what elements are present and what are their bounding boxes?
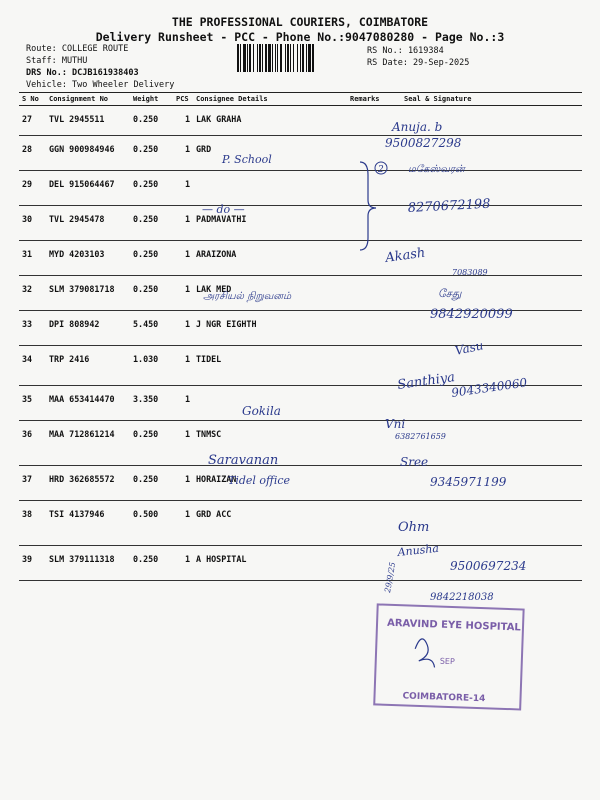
cell-remarks [347,136,401,171]
cell-consignment: MAA 712861214 [46,421,130,466]
cell-consignment: SLM 379111318 [46,546,130,581]
cell-seal [401,171,582,206]
col-remarks: Remarks [347,93,401,106]
cell-pcs: 1 [173,241,193,276]
cell-remarks [347,241,401,276]
hw-r35-note2: Tidel office [228,474,291,487]
hw-r29-phone: 8270672198 [407,196,491,216]
delivery-table [19,92,582,581]
cell-pcs: 1 [173,106,193,136]
cell-pcs: 1 [173,206,193,241]
cell-seal [401,276,582,311]
cell-consignment: TSI 4137946 [46,501,130,546]
cell-remarks [347,276,401,311]
cell-pcs: 1 [173,466,193,501]
hw-r34-phone: 6382761659 [395,432,446,441]
cell-pcs: 1 [173,501,193,546]
cell-pcs: 1 [173,136,193,171]
cell-weight: 0.250 [130,206,173,241]
hw-r37-sig2: Anusha [396,541,440,559]
cell-consignee: GRD ACC [193,501,347,546]
cell-sno: 36 [19,421,46,466]
route-label: Route: COLLEGE ROUTE [26,44,129,54]
cell-consignee: A HOSPITAL [193,546,347,581]
cell-consignment: SLM 379081718 [46,276,130,311]
cell-remarks [347,546,401,581]
cell-consignment: DPI 808942 [46,311,130,346]
cell-consignee: TNMSC [193,421,347,466]
hw-r38-sig: 9842218038 [430,592,494,603]
cell-weight: 0.250 [130,106,173,136]
hw-r37-phone: 9500697234 [450,559,527,573]
cell-sno: 28 [19,136,46,171]
cell-remarks [347,501,401,546]
table-row [19,466,582,501]
cell-seal [401,546,582,581]
cell-consignee: TIDEL [193,346,347,386]
cell-consignee: HORAIZAN [193,466,347,501]
table-row [19,206,582,241]
cell-weight: 5.450 [130,311,173,346]
cell-sno: 38 [19,501,46,546]
cell-weight: 0.250 [130,276,173,311]
cell-consignee: PADMAVATHI [193,206,347,241]
cell-consignee: ARAIZONA [193,241,347,276]
table-row [19,241,582,276]
cell-sno: 29 [19,171,46,206]
col-consignee: Consignee Details [193,93,347,106]
cell-consignment: TVL 2945511 [46,106,130,136]
cell-consignment: HRD 362685572 [46,466,130,501]
company-title: THE PROFESSIONAL COURIERS, COIMBATORE [171,15,429,29]
runsheet-meta-right [367,45,469,69]
cell-weight: 0.250 [130,136,173,171]
cell-sno: 33 [19,311,46,346]
cell-remarks [347,171,401,206]
cell-consignment: MYD 4203103 [46,241,130,276]
cell-sno: 39 [19,546,46,581]
table-row [19,276,582,311]
cell-sno: 31 [19,241,46,276]
cell-remarks [347,106,401,136]
hw-r35-note1: Saravanan [208,453,279,468]
cell-remarks [347,466,401,501]
hw-r34-sig: Vni [385,417,406,431]
cell-remarks [347,346,401,386]
cell-weight: 0.250 [130,421,173,466]
cell-sno: 35 [19,386,46,421]
table-row [19,386,582,421]
table-row [19,106,582,136]
cell-weight: 1.030 [130,346,173,386]
table-row [19,311,582,346]
hw-r27-name: Anuja. b [392,120,443,134]
table-row [19,136,582,171]
stamp-title: ARAVIND EYE HOSPITAL [386,617,521,634]
stamp-city: COIMBATORE-14 [402,691,486,705]
cell-consignment: DEL 915064467 [46,171,130,206]
table-row [19,546,582,581]
drs-label: DRS No.: DCJB161938403 [26,68,139,78]
table-row [19,346,582,386]
hw-r34-note: Gokila [242,404,281,418]
cell-consignee: LAK GRAHA [193,106,347,136]
hospital-stamp [374,604,523,709]
vehicle-label: Vehicle: Two Wheeler Delivery [26,80,175,90]
cell-weight: 0.250 [130,466,173,501]
cell-remarks [347,206,401,241]
hw-r37-sig: Ohm [398,520,430,535]
hw-r38-date: 29/9/25 [383,561,398,594]
staff-label: Staff: MUTHU [26,56,88,66]
hw-r27-phone: 9500827298 [385,136,462,150]
cell-sno: 27 [19,106,46,136]
cell-pcs: 1 [173,276,193,311]
cell-consignee [193,386,347,421]
cell-remarks [347,421,401,466]
cell-seal [401,386,582,421]
table-header [19,93,582,106]
hw-r33-sig: Santhiya [396,370,456,393]
rs-date: RS Date: 29-Sep-2025 [367,58,470,68]
cell-seal [401,136,582,171]
cell-consignment: MAA 653414470 [46,386,130,421]
hw-r29-dash: — do — [202,203,245,216]
cell-weight: 0.250 [130,546,173,581]
cell-consignment: TRP 2416 [46,346,130,386]
hw-r31-note: அரசியல் நிறுவனம் [203,291,292,302]
cell-pcs: 1 [173,386,193,421]
cell-seal [401,501,582,546]
cell-consignment: GGN 900984946 [46,136,130,171]
cell-sno: 34 [19,346,46,386]
cell-weight: 3.350 [130,386,173,421]
cell-remarks [347,386,401,421]
cell-consignment: TVL 2945478 [46,206,130,241]
hw-r30-phone: 7083089 [452,268,488,277]
col-sno: S No [19,93,46,106]
cell-consignee: LAK MED [193,276,347,311]
cell-consignee: J NGR EIGHTH [193,311,347,346]
hw-r28-note: P. School [222,153,272,166]
cell-weight: 0.500 [130,501,173,546]
cell-sno: 32 [19,276,46,311]
cell-sno: 30 [19,206,46,241]
cell-seal [401,346,582,386]
rs-number: RS No.: 1619384 [367,46,444,56]
cell-seal [401,241,582,276]
col-weight: Weight [130,93,173,106]
hw-r33-phone: 9043340060 [450,375,529,400]
table-row [19,501,582,546]
cell-pcs: 1 [173,421,193,466]
cell-pcs: 1 [173,171,193,206]
table-row [19,171,582,206]
hw-r35-sig: Sree [400,455,429,469]
cell-pcs: 1 [173,346,193,386]
cell-seal [401,206,582,241]
cell-sno: 37 [19,466,46,501]
hw-r31-sig: சேது [438,287,462,300]
hw-r30-sig: Akash [384,245,427,266]
barcode-image [237,44,362,72]
hw-r28-sig: மகேஸ்வரன் [408,164,465,175]
cell-weight: 0.250 [130,171,173,206]
cell-consignee: GRD [193,136,347,171]
cell-seal [401,311,582,346]
hw-r35-phone: 9345971199 [430,475,507,489]
stamp-signature-icon [415,639,436,668]
stamp-sep: SEP [439,656,455,667]
col-consignment: Consignment No [46,93,130,106]
cell-pcs: 1 [173,311,193,346]
cell-seal [401,421,582,466]
runsheet-meta-left [26,43,174,91]
cell-pcs: 1 [173,546,193,581]
cell-consignee [193,171,347,206]
hw-r32-sig: Vasu [453,338,485,358]
runsheet-subtitle: Delivery Runsheet - PCC - Phone No.:9047080280 - Page No.:3 [95,30,505,44]
table-row [19,421,582,466]
cell-weight: 0.250 [130,241,173,276]
col-pcs: PCS [173,93,193,106]
col-seal: Seal & Signature [401,93,582,106]
cell-remarks [347,311,401,346]
cell-seal [401,466,582,501]
hw-r31-phone: 9842920099 [430,307,513,322]
cell-seal [401,106,582,136]
hw-r28-circle: 2 [378,165,384,175]
